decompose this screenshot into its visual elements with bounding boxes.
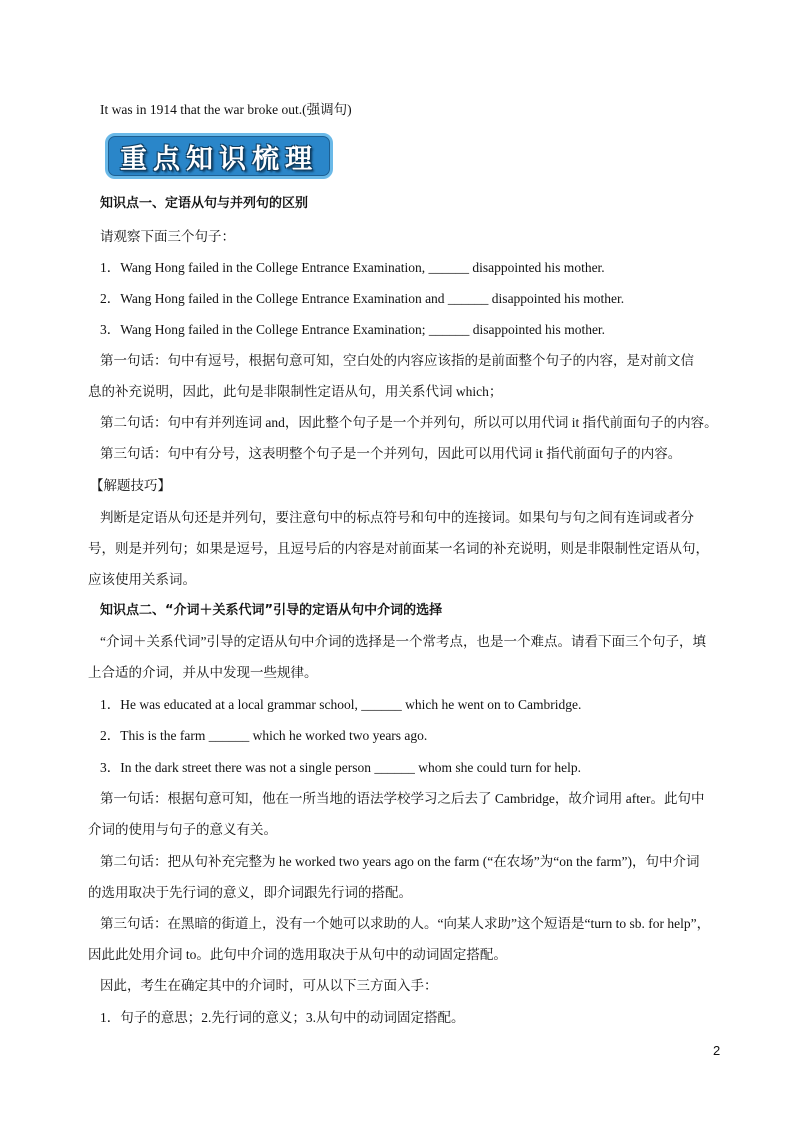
section2-intro-2: 上合适的介词，并从中发现一些规律。 [88,665,318,680]
section2-explanation-3b: 因此此处用介词 to。此句中介词的选用取决于从句中的动词固定搭配。 [88,947,507,962]
section1-heading: 知识点一、定语从句与并列句的区别 [100,196,309,211]
section1-explanation-1b: 息的补充说明，因此，此句是非限制性定语从句，用关系代词 which； [88,384,503,399]
page-number: 2 [713,1043,721,1058]
tip-line-3: 应该使用关系词。 [88,572,196,587]
banner-title: 重点知识梳理 [120,143,318,175]
section1-explanation-3: 第三句话：句中有分号，这表明整个句子是一个并列句，因此可以用代词 it 指代前面句子的内容。 [100,446,682,461]
section1-sentence-3: 3．Wang Hong failed in the College Entrance Examination; ______ disappointed his mother. [100,322,606,337]
section1-prompt: 请观察下面三个句子： [100,229,235,244]
section2-points: 1．句子的意思；2.先行词的意义；3.从句中的动词固定搭配。 [100,1010,465,1025]
section2-explanation-1b: 介词的使用与句子的意义有关。 [88,822,277,837]
section2-explanation-2a: 第二句话：把从句补充完整为 he worked two years ago on the farm (“在农场”为“on the farm”)，句中介词 [100,854,700,869]
section2-sentence-2: 2．This is the farm ______ which he worked two years ago. [100,728,428,743]
section1-explanation-2: 第二句话：句中有并列连词 and，因此整个句子是一个并列句，所以可以用代词 it 指代前面句子的内容。 [100,415,718,430]
section2-explanation-2b: 的选用取决于先行词的意义，即介词跟先行词的搭配。 [88,885,412,900]
section1-sentence-2: 2．Wang Hong failed in the College Entrance Examination and ______ disappointed his mother. [100,291,625,306]
section1-sentence-1: 1．Wang Hong failed in the College Entrance Examination, ______ disappointed his mother. [100,260,605,275]
section2-heading: 知识点二、“介词＋关系代词”引导的定语从句中介词的选择 [100,603,443,618]
section2-conclusion: 因此，考生在确定其中的介词时，可从以下三方面入手： [100,978,438,993]
tip-title: 【解题技巧】 [90,478,171,493]
key-points-banner [105,133,333,179]
section1-explanation-1a: 第一句话：句中有逗号，根据句意可知，空白处的内容应该指的是前面整个句子的内容，是对前文信 [100,353,694,368]
tip-line-1: 判断是定语从句还是并列句，要注意句中的标点符号和句中的连接词。如果句与句之间有连词或者分 [100,510,694,525]
section2-explanation-1a: 第一句话：根据句意可知，他在一所当地的语法学校学习之后去了 Cambridge，故介词用 after。此句中 [100,791,705,806]
section2-intro-1: “介词＋关系代词”引导的定语从句中介词的选择是一个常考点，也是一个难点。请看下面三个句子，填 [100,634,706,649]
section2-sentence-3: 3．In the dark street there was not a single person ______ whom she could turn for help. [100,760,582,775]
tip-line-2: 号，则是并列句；如果是逗号，且逗号后的内容是对前面某一名词的补充说明，则是非限制性定语从句， [88,541,709,556]
section2-explanation-3a: 第三句话：在黑暗的街道上，没有一个她可以求助的人。“向某人求助”这个短语是“turn to sb. for help”， [100,916,711,931]
intro-sentence: It was in 1914 that the war broke out.(强调句) [100,102,352,117]
section2-sentence-1: 1．He was educated at a local grammar school, ______ which he went on to Cambridge. [100,697,582,712]
